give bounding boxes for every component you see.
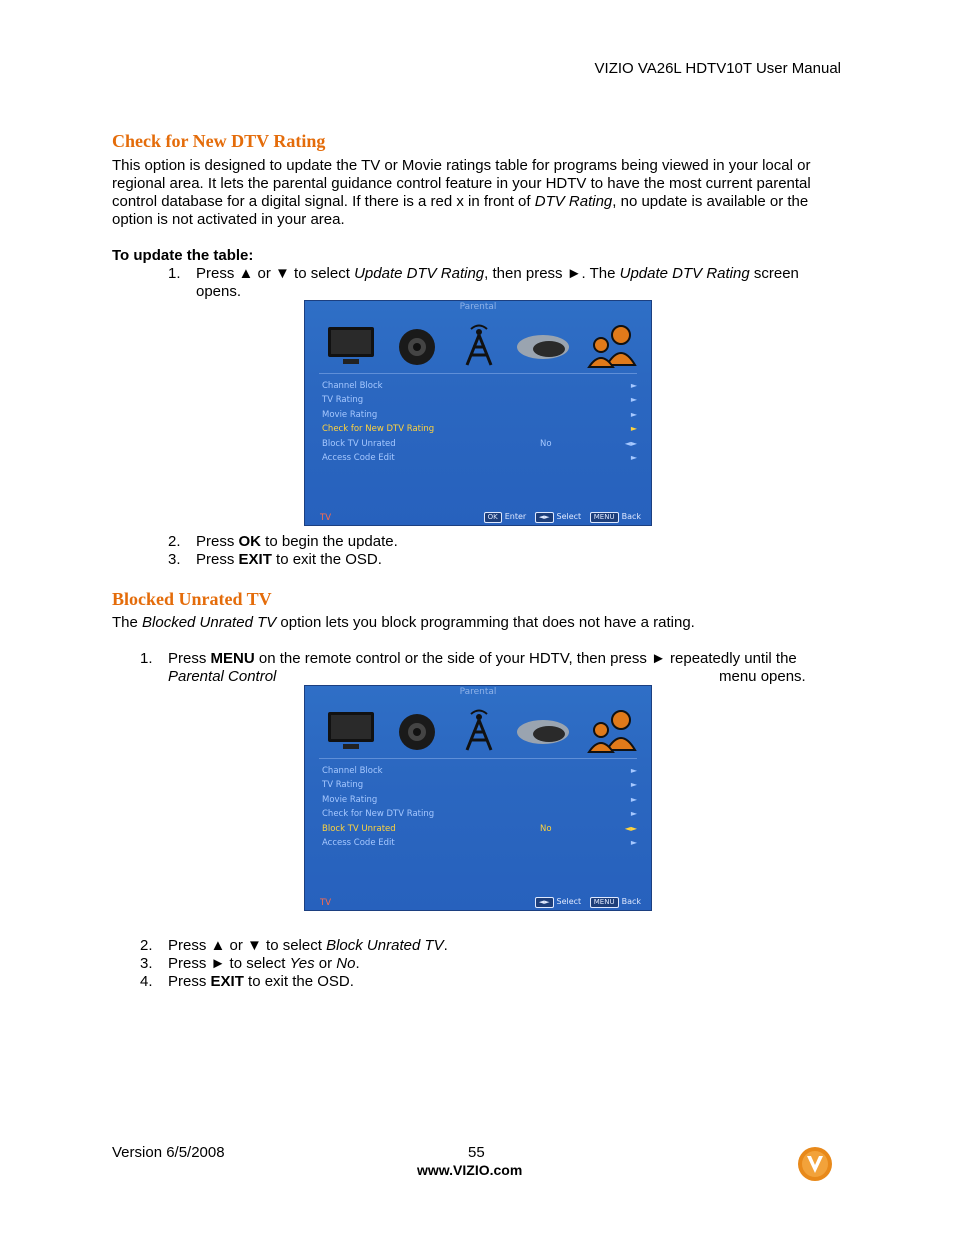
osd-item-label: Block TV Unrated xyxy=(322,824,396,834)
step-text: on the remote control or the side of your HDTV, then press ► repeatedly until the xyxy=(254,650,797,667)
osd-source-label: TV xyxy=(320,898,332,908)
osd-item-value: No xyxy=(540,824,552,834)
tv-icon xyxy=(325,708,379,754)
osd-footer xyxy=(305,896,651,910)
osd-item-label: Check for New DTV Rating xyxy=(322,424,435,434)
step-number: 3. xyxy=(140,955,153,972)
step-number: 4. xyxy=(140,973,153,990)
osd-item-label: Block TV Unrated xyxy=(322,439,396,449)
tv-icon xyxy=(325,323,379,369)
footer-url[interactable]: www.VIZIO.com xyxy=(417,1162,523,1178)
osd-item-label: Channel Block xyxy=(322,766,383,776)
remote-icon xyxy=(515,323,571,369)
step-emphasis: Block Unrated TV xyxy=(326,937,444,954)
para-emphasis: Blocked Unrated TV xyxy=(142,614,277,631)
para-line xyxy=(112,193,852,211)
osd-hint-label: Select xyxy=(556,512,582,521)
antenna-icon xyxy=(459,323,499,369)
parental-users-icon xyxy=(583,323,639,369)
step-text: to begin the update. xyxy=(261,533,398,550)
osd-menu-item[interactable] xyxy=(322,395,637,409)
para-text: The xyxy=(112,614,143,631)
osd-menu-item[interactable] xyxy=(322,381,637,395)
ok-key-icon: OK xyxy=(484,512,502,523)
step-text: . xyxy=(443,937,448,954)
para-line: regional area. It lets the parental guidance control feature in your HDTV to have the most current parental xyxy=(112,175,811,192)
osd-menu-item[interactable] xyxy=(322,780,637,794)
osd-title: Parental xyxy=(459,302,497,312)
osd-item-label: Access Code Edit xyxy=(322,838,395,848)
step-text: to exit the OSD. xyxy=(243,973,354,990)
osd-menu-item[interactable] xyxy=(322,439,637,453)
step-item xyxy=(140,937,840,955)
step-text: Press xyxy=(168,973,211,990)
osd-key-hints xyxy=(535,897,641,908)
step-item xyxy=(168,265,848,301)
osd-divider xyxy=(319,373,637,374)
section2-paragraph xyxy=(112,614,852,632)
speaker-icon xyxy=(395,323,439,369)
step-text: Press xyxy=(196,533,239,550)
para-text: , no update is available or the xyxy=(612,193,809,210)
arrow-right-icon: ► xyxy=(630,780,637,789)
step-text: Press ▲ or ▼ to select xyxy=(168,937,327,954)
step-number: 3. xyxy=(168,551,181,568)
osd-item-label: TV Rating xyxy=(322,395,364,405)
arrow-right-icon: ► xyxy=(630,395,637,404)
section-heading-check-dtv-rating: Check for New DTV Rating xyxy=(112,131,326,151)
step-number: 1. xyxy=(140,650,153,667)
arrow-right-icon: ► xyxy=(630,381,637,390)
step-text: Press xyxy=(168,650,211,667)
osd-menu-item[interactable] xyxy=(322,838,637,852)
manual-title: VIZIO VA26L HDTV10T User Manual xyxy=(594,60,841,77)
step-bold: MENU xyxy=(210,650,255,667)
step-emphasis: Update DTV Rating xyxy=(354,265,485,282)
step-number: 1. xyxy=(168,265,181,282)
step-text: to exit the OSD. xyxy=(271,551,382,568)
step-text: screen xyxy=(749,265,799,282)
osd-item-label: Access Code Edit xyxy=(322,453,395,463)
step-bold: EXIT xyxy=(238,551,272,568)
arrow-right-icon: ► xyxy=(630,809,637,818)
step-number: 2. xyxy=(168,533,181,550)
step-text: opens. xyxy=(196,283,242,300)
osd-menu-item[interactable] xyxy=(322,809,637,823)
osd-icon-bar xyxy=(325,708,637,754)
osd-title: Parental xyxy=(459,687,497,697)
step-text: , then press ►. The xyxy=(484,265,620,282)
step-text: or xyxy=(314,955,337,972)
osd-menu-item[interactable] xyxy=(322,795,637,809)
step-item xyxy=(140,973,840,991)
osd-menu-item-selected[interactable] xyxy=(322,824,637,838)
osd-divider xyxy=(319,758,637,759)
step-item xyxy=(140,650,840,686)
arrow-right-icon: ► xyxy=(630,424,637,433)
antenna-icon xyxy=(459,708,499,754)
osd-key-hints xyxy=(484,512,641,523)
step-item xyxy=(168,533,848,551)
remote-icon xyxy=(515,708,571,754)
osd-item-label: Movie Rating xyxy=(322,795,378,805)
select-key-icon: ◄► xyxy=(535,512,554,523)
select-key-icon: ◄► xyxy=(535,897,554,908)
osd-item-value: No xyxy=(540,439,552,449)
osd-menu-item-selected[interactable] xyxy=(322,424,637,438)
osd-source-label: TV xyxy=(320,513,332,523)
menu-key-icon: MENU xyxy=(590,512,619,523)
osd-screenshot-parental-check-dtv xyxy=(304,300,652,526)
step-item xyxy=(168,551,848,569)
osd-menu-item[interactable] xyxy=(322,410,637,424)
step-bold: OK xyxy=(238,533,262,550)
osd-item-label: TV Rating xyxy=(322,780,364,790)
step-emphasis: Update DTV Rating xyxy=(619,265,750,282)
step-bold: EXIT xyxy=(210,973,244,990)
step-text: menu opens. xyxy=(719,668,806,685)
step-text: Press ► to select xyxy=(168,955,290,972)
arrow-right-icon: ► xyxy=(630,453,637,462)
step-item xyxy=(140,955,840,973)
osd-item-label: Check for New DTV Rating xyxy=(322,809,435,819)
section-heading-blocked-unrated-tv: Blocked Unrated TV xyxy=(112,589,272,609)
osd-hint-label: Back xyxy=(621,512,641,521)
para-text: option lets you block programming that does not have a rating. xyxy=(276,614,695,631)
osd-footer xyxy=(305,511,651,525)
step-emphasis: Parental Control xyxy=(168,668,277,685)
arrow-left-right-icon: ◄► xyxy=(624,824,637,833)
step-text: . xyxy=(355,955,360,972)
arrow-right-icon: ► xyxy=(630,795,637,804)
arrow-right-icon: ► xyxy=(630,410,637,419)
step-emphasis: Yes xyxy=(289,955,315,972)
arrow-right-icon: ► xyxy=(630,766,637,775)
arrow-right-icon: ► xyxy=(630,838,637,847)
footer-page-number: 55 xyxy=(468,1144,485,1161)
para-line: option is not activated in your area. xyxy=(112,211,345,228)
vizio-logo xyxy=(797,1146,833,1182)
osd-hint-label: Enter xyxy=(504,512,527,521)
footer-version: Version 6/5/2008 xyxy=(112,1144,225,1161)
step-text: Press xyxy=(196,551,239,568)
step-emphasis: No xyxy=(336,955,356,972)
subheading-update-table: To update the table: xyxy=(112,247,254,264)
osd-hint-label: Select xyxy=(556,897,582,906)
osd-item-label: Movie Rating xyxy=(322,410,378,420)
osd-icon-bar xyxy=(325,323,637,369)
arrow-left-right-icon: ◄► xyxy=(624,439,637,448)
parental-users-icon xyxy=(583,708,639,754)
para-line: This option is designed to update the TV or Movie ratings table for programs being viewed in your local or xyxy=(112,157,811,174)
menu-key-icon: MENU xyxy=(590,897,619,908)
para-emphasis: DTV Rating xyxy=(534,193,613,210)
osd-menu-item[interactable] xyxy=(322,766,637,780)
step-text: Press ▲ or ▼ to select xyxy=(196,265,355,282)
osd-hint-label: Back xyxy=(621,897,641,906)
osd-menu-item[interactable] xyxy=(322,453,637,467)
step-number: 2. xyxy=(140,937,153,954)
osd-item-label: Channel Block xyxy=(322,381,383,391)
para-text: control database for a digital signal. If there is a red x in front of xyxy=(112,193,535,210)
osd-screenshot-parental-block-unrated xyxy=(304,685,652,911)
speaker-icon xyxy=(395,708,439,754)
section1-paragraph xyxy=(112,157,852,229)
